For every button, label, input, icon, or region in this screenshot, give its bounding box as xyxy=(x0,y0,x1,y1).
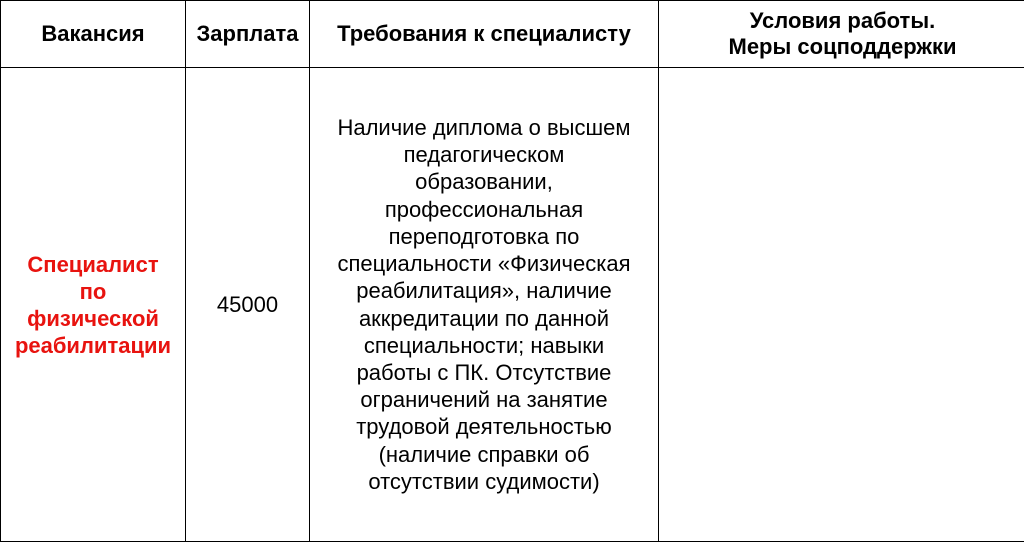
requirements-line: работы с ПК. Отсутствие xyxy=(356,359,612,385)
requirements-line: реабилитация», наличие xyxy=(356,278,612,304)
requirements-line: педагогическом xyxy=(403,142,565,168)
header-conditions-line-1: Условия работы. xyxy=(749,8,936,33)
requirements-line: специальности «Физическая xyxy=(337,251,631,277)
header-salary: Зарплата xyxy=(186,1,310,68)
requirements-line: ограничений на занятие xyxy=(360,387,608,413)
conditions-cell xyxy=(659,68,1024,542)
requirements-line: профессиональная xyxy=(384,196,584,222)
requirements-line: образовании, xyxy=(415,169,553,195)
requirements-line: специальности; навыки xyxy=(363,332,605,358)
vacancy-name-line: реабилитации xyxy=(14,332,172,358)
requirements-line: трудовой деятельностью xyxy=(356,414,612,440)
table-row xyxy=(1,68,1024,542)
requirements-line: переподготовка по xyxy=(388,223,580,249)
requirements-line: аккредитации по данной xyxy=(358,305,610,331)
requirements-line: Наличие диплома о высшем xyxy=(337,115,631,141)
requirements-cell xyxy=(310,68,659,542)
vacancy-name-line: физической xyxy=(27,305,159,331)
vacancy-name-line: по xyxy=(79,278,107,304)
header-requirements: Требования к специалисту xyxy=(310,1,659,68)
salary-cell: 45000 xyxy=(186,68,310,542)
vacancy-name-cell xyxy=(1,68,186,542)
vacancy-name-line: Специалист xyxy=(27,251,159,277)
header-vacancy: Вакансия xyxy=(1,1,186,68)
header-conditions-line-2: Меры соцподдержки xyxy=(728,34,957,59)
requirements-line: отсутствии судимости) xyxy=(368,468,600,494)
header-conditions xyxy=(659,1,1024,68)
header-row xyxy=(1,1,1024,68)
requirements-line: (наличие справки об xyxy=(378,441,590,467)
